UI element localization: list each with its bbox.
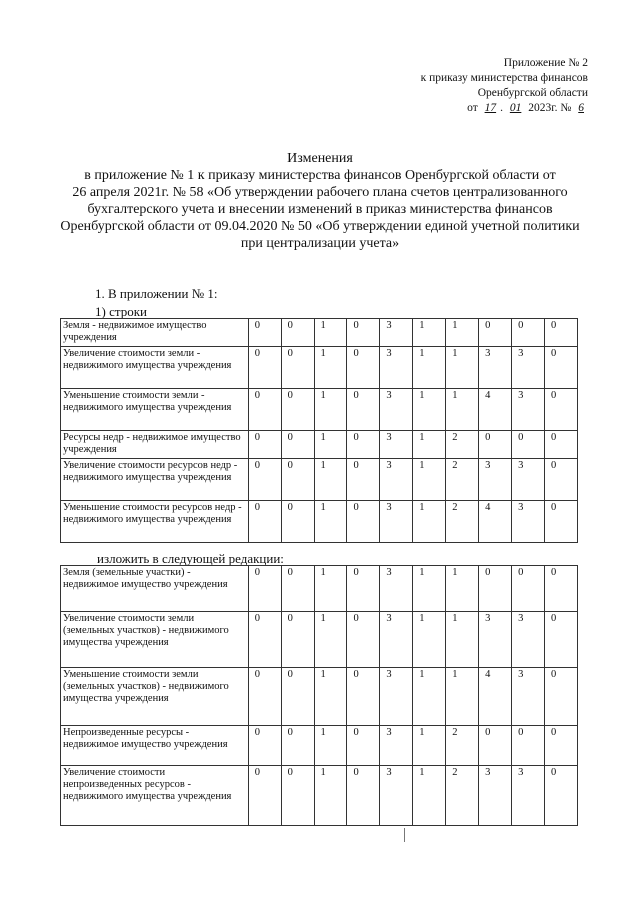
code-digit-cell: 1 <box>446 612 479 668</box>
table-row <box>61 668 578 726</box>
code-digit-cell: 0 <box>248 459 281 501</box>
code-digit-cell: 3 <box>380 431 413 459</box>
code-digit-cell: 0 <box>281 766 314 826</box>
old-accounts-table <box>60 318 578 543</box>
code-digit-cell: 0 <box>544 612 577 668</box>
code-digit-cell: 3 <box>380 726 413 766</box>
code-digit-cell: 0 <box>281 726 314 766</box>
code-digit-cell: 1 <box>446 389 479 431</box>
code-digit-cell: 0 <box>347 347 380 389</box>
code-digit-cell: 1 <box>413 347 446 389</box>
table-row <box>61 726 578 766</box>
account-name-cell: Увеличение стоимости ресурсов недр - недвижимого имущества учреждения <box>61 459 249 501</box>
table-row <box>61 431 578 459</box>
code-digit-cell: 0 <box>347 726 380 766</box>
code-digit-cell: 1 <box>314 319 347 347</box>
code-digit-cell: 0 <box>347 668 380 726</box>
code-digit-cell: 0 <box>544 726 577 766</box>
account-name-cell: Земля - недвижимое имущество учреждения <box>61 319 249 347</box>
code-digit-cell: 0 <box>544 459 577 501</box>
code-digit-cell: 1 <box>314 668 347 726</box>
code-digit-cell: 1 <box>314 612 347 668</box>
code-digit-cell: 3 <box>479 459 512 501</box>
account-name-cell: Непроизведенные ресурсы - недвижимое имущество учреждения <box>61 726 249 766</box>
code-digit-cell: 0 <box>512 431 545 459</box>
table-row <box>61 347 578 389</box>
code-digit-cell: 0 <box>479 319 512 347</box>
heading-line-2: 26 апреля 2021г. № 58 «Об утверждении рабочего плана счетов централизованного <box>72 185 568 200</box>
scan-mark <box>404 828 405 842</box>
code-digit-cell: 3 <box>512 347 545 389</box>
code-digit-cell: 1 <box>314 431 347 459</box>
code-digit-cell: 1 <box>413 612 446 668</box>
code-digit-cell: 2 <box>446 501 479 543</box>
code-digit-cell: 0 <box>248 501 281 543</box>
annex-line-1: Приложение № 2 <box>503 57 588 69</box>
code-digit-cell: 3 <box>380 459 413 501</box>
order-number: 6 <box>578 102 584 114</box>
code-digit-cell: 3 <box>380 389 413 431</box>
code-digit-cell: 0 <box>544 431 577 459</box>
account-name-cell: Увеличение стоимости земли - недвижимого имущества учреждения <box>61 347 249 389</box>
code-digit-cell: 0 <box>544 766 577 826</box>
code-digit-cell: 0 <box>347 389 380 431</box>
code-digit-cell: 3 <box>380 766 413 826</box>
code-digit-cell: 1 <box>314 766 347 826</box>
code-digit-cell: 0 <box>347 501 380 543</box>
paragraph-1: 1. В приложении № 1: <box>95 286 218 301</box>
code-digit-cell: 4 <box>479 501 512 543</box>
account-name-cell: Уменьшение стоимости ресурсов недр - недвижимого имущества учреждения <box>61 501 249 543</box>
annex-header <box>421 56 588 116</box>
code-digit-cell: 0 <box>347 766 380 826</box>
code-digit-cell: 1 <box>413 319 446 347</box>
code-digit-cell: 0 <box>347 566 380 612</box>
annex-line-2: к приказу министерства финансов <box>420 72 588 84</box>
code-digit-cell: 0 <box>479 726 512 766</box>
date-prefix: от <box>467 102 478 114</box>
new-accounts-table <box>60 565 578 826</box>
code-digit-cell: 0 <box>347 319 380 347</box>
code-digit-cell: 0 <box>544 389 577 431</box>
heading-title: Изменения <box>287 151 353 166</box>
code-digit-cell: 1 <box>314 347 347 389</box>
code-digit-cell: 0 <box>512 319 545 347</box>
code-digit-cell: 1 <box>314 501 347 543</box>
code-digit-cell: 1 <box>413 501 446 543</box>
annex-line-3: Оренбургской области <box>477 87 588 99</box>
code-digit-cell: 0 <box>248 766 281 826</box>
code-digit-cell: 3 <box>512 612 545 668</box>
account-name-cell: Земля (земельные участки) - недвижимое имущество учреждения <box>61 566 249 612</box>
code-digit-cell: 0 <box>248 612 281 668</box>
code-digit-cell: 1 <box>413 766 446 826</box>
code-digit-cell: 1 <box>314 726 347 766</box>
code-digit-cell: 1 <box>413 566 446 612</box>
paragraph-2: 1) строки <box>95 304 147 319</box>
paragraph-3: изложить в следующей редакции: <box>97 551 284 566</box>
code-digit-cell: 0 <box>248 389 281 431</box>
code-digit-cell: 0 <box>479 566 512 612</box>
heading-line-3: бухгалтерского учета и внесении изменений в приказ министерства финансов <box>87 202 553 217</box>
code-digit-cell: 2 <box>446 726 479 766</box>
code-digit-cell: 0 <box>248 726 281 766</box>
code-digit-cell: 3 <box>380 501 413 543</box>
code-digit-cell: 3 <box>512 459 545 501</box>
account-name-cell: Увеличение стоимости земли (земельных участков) - недвижимого имущества учреждения <box>61 612 249 668</box>
code-digit-cell: 0 <box>347 431 380 459</box>
account-name-cell: Уменьшение стоимости земли (земельных участков) - недвижимого имущества учреждения <box>61 668 249 726</box>
date-month: 01 <box>509 102 522 114</box>
code-digit-cell: 3 <box>380 668 413 726</box>
code-digit-cell: 1 <box>446 566 479 612</box>
code-digit-cell: 1 <box>446 668 479 726</box>
date-year: 2023г. <box>528 102 558 114</box>
table-row <box>61 566 578 612</box>
code-digit-cell: 1 <box>446 347 479 389</box>
table-row <box>61 501 578 543</box>
code-digit-cell: 4 <box>479 668 512 726</box>
code-digit-cell: 0 <box>281 612 314 668</box>
table-row <box>61 459 578 501</box>
code-digit-cell: 0 <box>248 668 281 726</box>
code-digit-cell: 3 <box>512 389 545 431</box>
code-digit-cell: 3 <box>479 347 512 389</box>
account-name-cell: Уменьшение стоимости земли - недвижимого имущества учреждения <box>61 389 249 431</box>
document-heading <box>50 150 590 252</box>
table-row <box>61 389 578 431</box>
code-digit-cell: 1 <box>314 566 347 612</box>
code-digit-cell: 0 <box>281 389 314 431</box>
code-digit-cell: 3 <box>479 612 512 668</box>
heading-line-4: Оренбургской области от 09.04.2020 № 50 «Об утверждении единой учетной политики <box>60 219 580 234</box>
code-digit-cell: 3 <box>380 612 413 668</box>
code-digit-cell: 0 <box>281 459 314 501</box>
code-digit-cell: 3 <box>479 766 512 826</box>
account-name-cell: Ресурсы недр - недвижимое имущество учреждения <box>61 431 249 459</box>
code-digit-cell: 0 <box>248 347 281 389</box>
code-digit-cell: 0 <box>544 319 577 347</box>
code-digit-cell: 0 <box>248 319 281 347</box>
code-digit-cell: 2 <box>446 459 479 501</box>
code-digit-cell: 0 <box>544 347 577 389</box>
code-digit-cell: 0 <box>281 431 314 459</box>
code-digit-cell: 3 <box>512 501 545 543</box>
code-digit-cell: 1 <box>413 431 446 459</box>
code-digit-cell: 0 <box>512 566 545 612</box>
code-digit-cell: 3 <box>512 766 545 826</box>
code-digit-cell: 0 <box>544 501 577 543</box>
table-row <box>61 319 578 347</box>
code-digit-cell: 3 <box>380 566 413 612</box>
code-digit-cell: 0 <box>347 612 380 668</box>
code-digit-cell: 3 <box>512 668 545 726</box>
table-row <box>61 612 578 668</box>
code-digit-cell: 1 <box>314 389 347 431</box>
code-digit-cell: 1 <box>314 459 347 501</box>
code-digit-cell: 0 <box>347 459 380 501</box>
number-prefix: № <box>560 102 572 114</box>
code-digit-cell: 0 <box>248 431 281 459</box>
code-digit-cell: 4 <box>479 389 512 431</box>
annex-date-line: от 17 . 01 2023г. № 6 <box>421 101 588 116</box>
code-digit-cell: 0 <box>544 668 577 726</box>
code-digit-cell: 3 <box>380 347 413 389</box>
code-digit-cell: 0 <box>512 726 545 766</box>
date-day: 17 <box>484 102 497 114</box>
code-digit-cell: 0 <box>479 431 512 459</box>
code-digit-cell: 0 <box>281 566 314 612</box>
code-digit-cell: 3 <box>380 319 413 347</box>
code-digit-cell: 1 <box>413 668 446 726</box>
table-row <box>61 766 578 826</box>
code-digit-cell: 1 <box>413 389 446 431</box>
code-digit-cell: 0 <box>544 566 577 612</box>
code-digit-cell: 0 <box>281 668 314 726</box>
code-digit-cell: 1 <box>413 459 446 501</box>
account-name-cell: Увеличение стоимости непроизведенных ресурсов - недвижимого имущества учреждения <box>61 766 249 826</box>
heading-line-1: в приложение № 1 к приказу министерства финансов Оренбургской области от <box>84 168 556 183</box>
code-digit-cell: 0 <box>281 319 314 347</box>
code-digit-cell: 2 <box>446 431 479 459</box>
code-digit-cell: 0 <box>281 347 314 389</box>
heading-line-5: при централизации учета» <box>240 236 400 251</box>
code-digit-cell: 1 <box>446 319 479 347</box>
code-digit-cell: 0 <box>248 566 281 612</box>
code-digit-cell: 2 <box>446 766 479 826</box>
code-digit-cell: 0 <box>281 501 314 543</box>
code-digit-cell: 1 <box>413 726 446 766</box>
